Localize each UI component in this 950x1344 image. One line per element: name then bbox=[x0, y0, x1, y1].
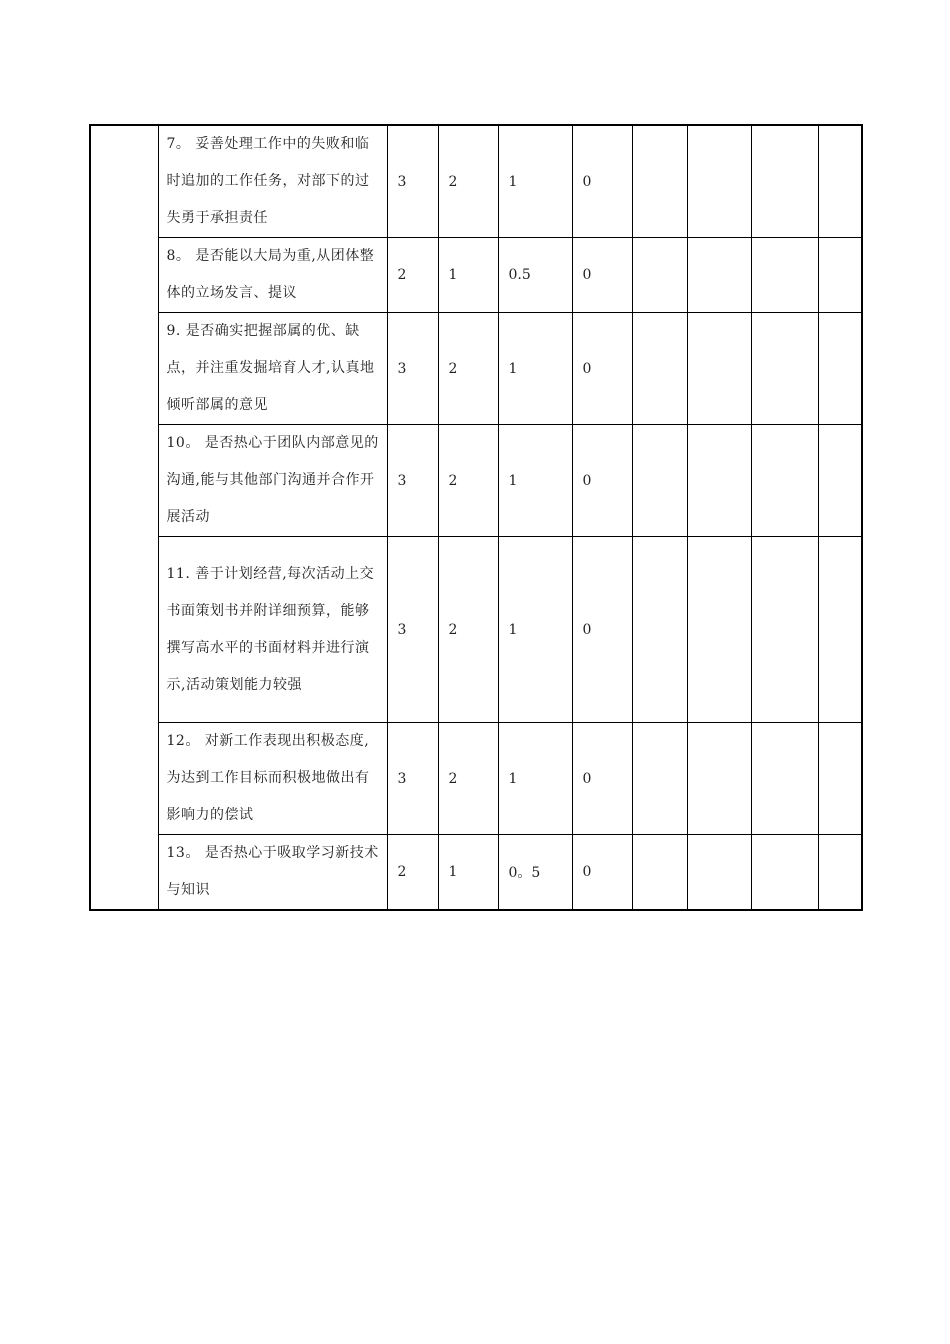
evaluation-table bbox=[89, 124, 863, 911]
blank-cell bbox=[687, 125, 751, 238]
score-cell: 3 bbox=[387, 425, 438, 537]
blank-cell bbox=[632, 723, 687, 835]
score-cell: 1 bbox=[498, 723, 572, 835]
blank-cell bbox=[687, 425, 751, 537]
blank-cell bbox=[751, 835, 818, 911]
score-cell: 3 bbox=[387, 723, 438, 835]
table-row bbox=[90, 125, 862, 238]
blank-cell bbox=[687, 238, 751, 313]
criterion-text: 8。 是否能以大局为重,从团体整体的立场发言、提议 bbox=[158, 238, 387, 313]
criterion-text: 10。 是否热心于团队内部意见的沟通,能与其他部门沟通并合作开展活动 bbox=[158, 425, 387, 537]
blank-cell bbox=[632, 537, 687, 723]
blank-cell bbox=[818, 723, 862, 835]
blank-cell bbox=[687, 835, 751, 911]
score-cell: 0 bbox=[572, 313, 632, 425]
criterion-text: 11. 善于计划经营,每次活动上交书面策划书并附详细预算，能够撰写高水平的书面材料并进行演示,活动策划能力较强 bbox=[158, 537, 387, 723]
blank-cell bbox=[751, 313, 818, 425]
blank-cell bbox=[818, 425, 862, 537]
blank-cell bbox=[818, 238, 862, 313]
score-cell: 0.5 bbox=[498, 238, 572, 313]
score-cell: 2 bbox=[387, 835, 438, 911]
blank-cell bbox=[751, 125, 818, 238]
criterion-text: 13。 是否热心于吸取学习新技术与知识 bbox=[158, 835, 387, 911]
blank-cell bbox=[632, 425, 687, 537]
table-row bbox=[90, 835, 862, 911]
score-cell: 0 bbox=[572, 537, 632, 723]
score-cell: 0 bbox=[572, 835, 632, 911]
blank-cell bbox=[751, 425, 818, 537]
blank-cell bbox=[632, 125, 687, 238]
table-row bbox=[90, 537, 862, 723]
score-cell: 0 bbox=[572, 723, 632, 835]
score-cell: 2 bbox=[438, 425, 498, 537]
criterion-text: 12。 对新工作表现出积极态度,为达到工作目标而积极地做出有影响力的偿试 bbox=[158, 723, 387, 835]
score-cell: 0 bbox=[572, 238, 632, 313]
score-cell: 1 bbox=[438, 835, 498, 911]
score-cell: 3 bbox=[387, 125, 438, 238]
blank-cell bbox=[632, 313, 687, 425]
score-cell: 0 bbox=[572, 425, 632, 537]
blank-cell bbox=[818, 313, 862, 425]
score-cell: 1 bbox=[438, 238, 498, 313]
blank-cell bbox=[632, 238, 687, 313]
criterion-text: 7。 妥善处理工作中的失败和临时追加的工作任务，对部下的过失勇于承担责任 bbox=[158, 125, 387, 238]
category-cell bbox=[90, 125, 158, 910]
blank-cell bbox=[687, 537, 751, 723]
blank-cell bbox=[687, 313, 751, 425]
blank-cell bbox=[687, 723, 751, 835]
score-cell: 3 bbox=[387, 313, 438, 425]
blank-cell bbox=[751, 537, 818, 723]
score-cell: 0。5 bbox=[498, 835, 572, 911]
blank-cell bbox=[818, 537, 862, 723]
blank-cell bbox=[818, 835, 862, 911]
table-row bbox=[90, 723, 862, 835]
score-cell: 2 bbox=[438, 537, 498, 723]
score-cell: 0 bbox=[572, 125, 632, 238]
score-cell: 1 bbox=[498, 125, 572, 238]
score-cell: 2 bbox=[438, 723, 498, 835]
score-cell: 1 bbox=[498, 537, 572, 723]
table-row bbox=[90, 313, 862, 425]
table-row bbox=[90, 425, 862, 537]
score-cell: 2 bbox=[438, 125, 498, 238]
score-cell: 3 bbox=[387, 537, 438, 723]
score-cell: 1 bbox=[498, 313, 572, 425]
table-row bbox=[90, 238, 862, 313]
blank-cell bbox=[818, 125, 862, 238]
blank-cell bbox=[751, 723, 818, 835]
blank-cell bbox=[632, 835, 687, 911]
score-cell: 1 bbox=[498, 425, 572, 537]
criterion-text: 9. 是否确实把握部属的优、缺点，并注重发掘培育人才,认真地倾听部属的意见 bbox=[158, 313, 387, 425]
blank-cell bbox=[751, 238, 818, 313]
score-cell: 2 bbox=[387, 238, 438, 313]
score-cell: 2 bbox=[438, 313, 498, 425]
